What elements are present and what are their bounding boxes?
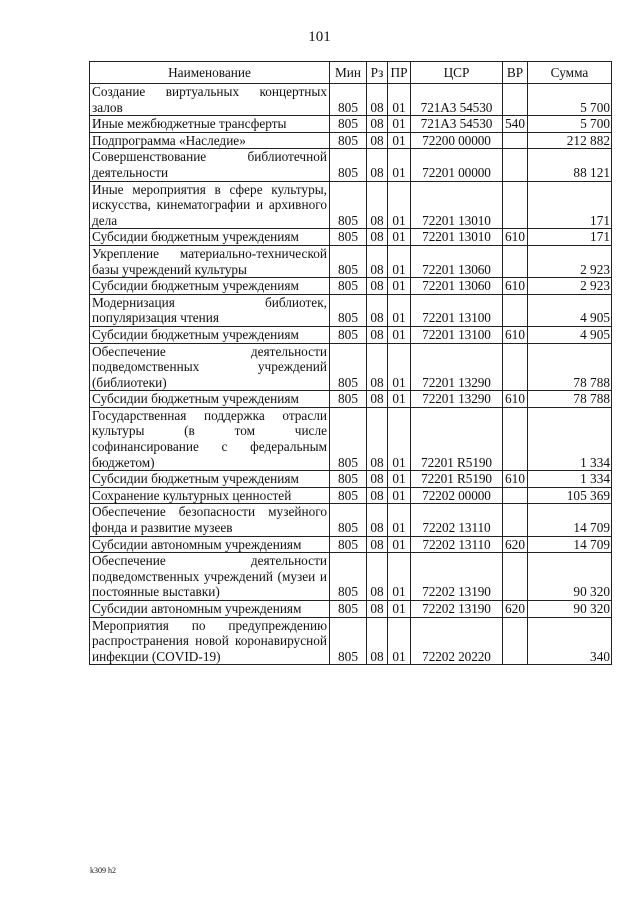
cell-min: 805: [330, 343, 367, 391]
table-row: [90, 471, 612, 488]
cell-min: 805: [330, 391, 367, 408]
cell-rz: 08: [367, 617, 388, 665]
table-row: [90, 617, 612, 665]
cell-pr: 01: [388, 245, 411, 277]
cell-csr: 721A3 54530: [411, 116, 503, 133]
cell-sum: 340: [528, 617, 612, 665]
cell-rz: 08: [367, 245, 388, 277]
cell-vr: [503, 294, 528, 326]
cell-rz: 08: [367, 278, 388, 295]
cell-vr: 610: [503, 229, 528, 246]
cell-pr: 01: [388, 294, 411, 326]
cell-rz: 08: [367, 536, 388, 553]
cell-min: 805: [330, 504, 367, 536]
cell-pr: 01: [388, 553, 411, 601]
header-pr: ПР: [388, 62, 411, 84]
cell-min: 805: [330, 181, 367, 229]
cell-min: 805: [330, 116, 367, 133]
header-sum: Сумма: [528, 62, 612, 84]
header-vr: ВР: [503, 62, 528, 84]
cell-vr: [503, 487, 528, 504]
cell-pr: 01: [388, 326, 411, 343]
cell-min: 805: [330, 245, 367, 277]
cell-csr: 72201 13290: [411, 391, 503, 408]
cell-pr: 01: [388, 536, 411, 553]
cell-csr: 72201 13010: [411, 229, 503, 246]
cell-rz: 08: [367, 471, 388, 488]
cell-sum: 14 709: [528, 504, 612, 536]
table-row: [90, 536, 612, 553]
budget-table: [89, 61, 612, 665]
table-row: [90, 601, 612, 618]
table-row: [90, 132, 612, 149]
table-row: [90, 278, 612, 295]
cell-name: Субсидии бюджетным учреждениям: [90, 229, 330, 246]
cell-name: Обеспечение деятельности подведомственных учреждений (музеи и постоянные выставки): [90, 553, 330, 601]
cell-min: 805: [330, 132, 367, 149]
cell-pr: 01: [388, 181, 411, 229]
cell-sum: 5 700: [528, 116, 612, 133]
cell-vr: 620: [503, 601, 528, 618]
table-row: [90, 407, 612, 470]
cell-csr: 72202 13190: [411, 601, 503, 618]
cell-pr: 01: [388, 601, 411, 618]
cell-sum: 2 923: [528, 245, 612, 277]
cell-name: Обеспечение деятельности подведомственных учреждений (библиотеки): [90, 343, 330, 391]
cell-sum: 4 905: [528, 326, 612, 343]
cell-name: Обеспечение безопасности музейного фонда и развитие музеев: [90, 504, 330, 536]
cell-min: 805: [330, 229, 367, 246]
cell-csr: 72202 00000: [411, 487, 503, 504]
table-row: [90, 343, 612, 391]
cell-pr: 01: [388, 149, 411, 181]
cell-sum: 212 882: [528, 132, 612, 149]
cell-csr: 72201 13060: [411, 278, 503, 295]
table-row: [90, 391, 612, 408]
cell-sum: 78 788: [528, 391, 612, 408]
table-row: [90, 84, 612, 116]
cell-rz: 08: [367, 84, 388, 116]
cell-min: 805: [330, 84, 367, 116]
cell-csr: 72202 13190: [411, 553, 503, 601]
cell-pr: 01: [388, 504, 411, 536]
cell-vr: [503, 181, 528, 229]
cell-sum: 14 709: [528, 536, 612, 553]
cell-csr: 72202 20220: [411, 617, 503, 665]
cell-pr: 01: [388, 471, 411, 488]
cell-sum: 171: [528, 181, 612, 229]
cell-name: Субсидии бюджетным учреждениям: [90, 326, 330, 343]
cell-rz: 08: [367, 343, 388, 391]
cell-min: 805: [330, 487, 367, 504]
cell-csr: 72200 00000: [411, 132, 503, 149]
cell-rz: 08: [367, 116, 388, 133]
cell-min: 805: [330, 294, 367, 326]
cell-name: Субсидии автономным учреждениям: [90, 536, 330, 553]
table-row: [90, 116, 612, 133]
cell-pr: 01: [388, 116, 411, 133]
cell-rz: 08: [367, 294, 388, 326]
cell-sum: 2 923: [528, 278, 612, 295]
cell-min: 805: [330, 553, 367, 601]
cell-name: Субсидии бюджетным учреждениям: [90, 391, 330, 408]
cell-sum: 78 788: [528, 343, 612, 391]
cell-vr: [503, 407, 528, 470]
cell-name: Государственная поддержка отрасли культуры (в том числе софинансирование с федеральным бюджетом): [90, 407, 330, 470]
cell-vr: [503, 84, 528, 116]
header-rz: Рз: [367, 62, 388, 84]
cell-vr: 540: [503, 116, 528, 133]
cell-name: Совершенствование библиотечной деятельности: [90, 149, 330, 181]
cell-min: 805: [330, 149, 367, 181]
cell-sum: 5 700: [528, 84, 612, 116]
cell-min: 805: [330, 326, 367, 343]
cell-sum: 4 905: [528, 294, 612, 326]
cell-pr: 01: [388, 391, 411, 408]
cell-min: 805: [330, 471, 367, 488]
cell-vr: 610: [503, 278, 528, 295]
cell-rz: 08: [367, 407, 388, 470]
cell-vr: 610: [503, 391, 528, 408]
table-row: [90, 181, 612, 229]
cell-sum: 88 121: [528, 149, 612, 181]
table-row: [90, 245, 612, 277]
cell-min: 805: [330, 601, 367, 618]
cell-pr: 01: [388, 487, 411, 504]
footer-code: k309 h2: [90, 866, 116, 875]
cell-rz: 08: [367, 553, 388, 601]
table-row: [90, 149, 612, 181]
cell-csr: 72201 R5190: [411, 471, 503, 488]
cell-name: Создание виртуальных концертных залов: [90, 84, 330, 116]
cell-csr: 72201 13290: [411, 343, 503, 391]
cell-csr: 721A3 54530: [411, 84, 503, 116]
cell-sum: 1 334: [528, 471, 612, 488]
cell-vr: [503, 343, 528, 391]
cell-vr: [503, 504, 528, 536]
cell-name: Иные межбюджетные трансферты: [90, 116, 330, 133]
cell-vr: 620: [503, 536, 528, 553]
cell-min: 805: [330, 536, 367, 553]
cell-rz: 08: [367, 391, 388, 408]
cell-min: 805: [330, 407, 367, 470]
cell-csr: 72201 13010: [411, 181, 503, 229]
cell-csr: 72202 13110: [411, 504, 503, 536]
cell-pr: 01: [388, 278, 411, 295]
cell-rz: 08: [367, 326, 388, 343]
cell-name: Сохранение культурных ценностей: [90, 487, 330, 504]
cell-csr: 72201 13100: [411, 294, 503, 326]
cell-rz: 08: [367, 601, 388, 618]
cell-pr: 01: [388, 343, 411, 391]
cell-vr: [503, 245, 528, 277]
cell-vr: [503, 553, 528, 601]
cell-name: Субсидии автономным учреждениям: [90, 601, 330, 618]
cell-pr: 01: [388, 132, 411, 149]
table-row: [90, 553, 612, 601]
cell-rz: 08: [367, 181, 388, 229]
table-header: [90, 62, 612, 84]
cell-csr: 72201 13100: [411, 326, 503, 343]
header-csr: ЦСР: [411, 62, 503, 84]
page-number: 101: [308, 29, 331, 45]
cell-pr: 01: [388, 407, 411, 470]
cell-pr: 01: [388, 84, 411, 116]
table-row: [90, 229, 612, 246]
table-row: [90, 504, 612, 536]
cell-rz: 08: [367, 229, 388, 246]
cell-min: 805: [330, 617, 367, 665]
cell-vr: 610: [503, 471, 528, 488]
cell-rz: 08: [367, 487, 388, 504]
header-name: Наименование: [90, 62, 330, 84]
cell-sum: 90 320: [528, 553, 612, 601]
header-row: [90, 62, 612, 84]
header-min: Мин: [330, 62, 367, 84]
cell-name: Иные мероприятия в сфере культуры, искусства, кинематографии и архивного дела: [90, 181, 330, 229]
cell-name: Укрепление материально-технической базы учреждений культуры: [90, 245, 330, 277]
table-body: [90, 84, 612, 665]
cell-vr: 610: [503, 326, 528, 343]
cell-vr: [503, 149, 528, 181]
cell-vr: [503, 132, 528, 149]
table-row: [90, 487, 612, 504]
table-row: [90, 326, 612, 343]
cell-name: Субсидии бюджетным учреждениям: [90, 471, 330, 488]
cell-csr: 72201 R5190: [411, 407, 503, 470]
table-row: [90, 294, 612, 326]
cell-rz: 08: [367, 149, 388, 181]
cell-rz: 08: [367, 504, 388, 536]
cell-name: Мероприятия по предупреждению распространения новой коронавирусной инфекции (COVID-19): [90, 617, 330, 665]
cell-min: 805: [330, 278, 367, 295]
cell-name: Подпрограмма «Наследие»: [90, 132, 330, 149]
cell-rz: 08: [367, 132, 388, 149]
cell-csr: 72201 13060: [411, 245, 503, 277]
cell-vr: [503, 617, 528, 665]
cell-sum: 171: [528, 229, 612, 246]
cell-sum: 105 369: [528, 487, 612, 504]
cell-pr: 01: [388, 229, 411, 246]
cell-name: Субсидии бюджетным учреждениям: [90, 278, 330, 295]
cell-csr: 72202 13110: [411, 536, 503, 553]
cell-csr: 72201 00000: [411, 149, 503, 181]
cell-sum: 1 334: [528, 407, 612, 470]
cell-sum: 90 320: [528, 601, 612, 618]
cell-name: Модернизация библиотек, популяризация чтения: [90, 294, 330, 326]
cell-pr: 01: [388, 617, 411, 665]
